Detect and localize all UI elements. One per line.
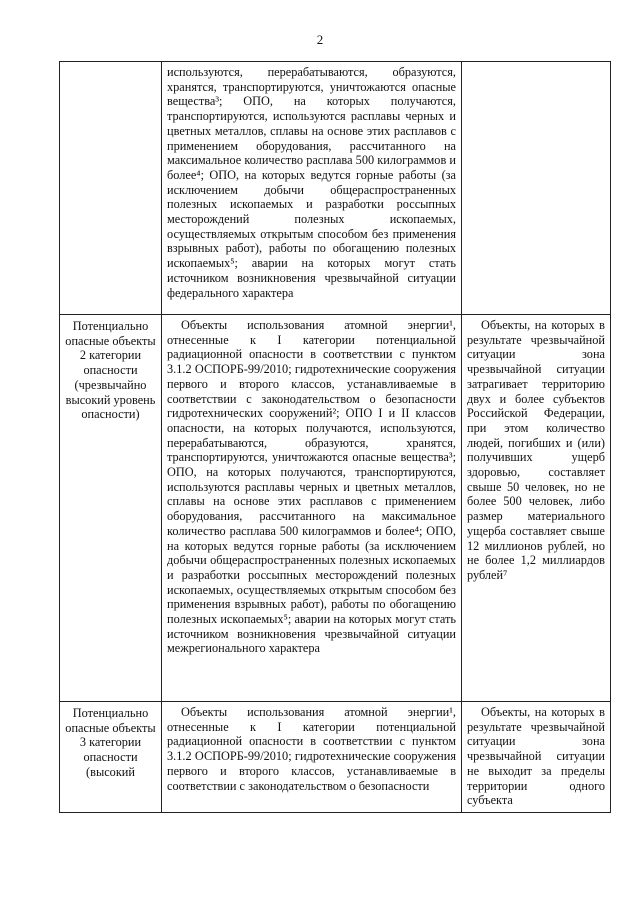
criteria-cell xyxy=(462,62,611,315)
category-cell xyxy=(60,62,162,315)
table-row xyxy=(60,315,611,702)
page-number: 2 xyxy=(316,32,324,47)
hazard-category-table xyxy=(59,61,611,813)
table-row xyxy=(60,702,611,813)
objects-cell: Объекты использования атомной энергии¹, отнесенные к I категории потенциальной радиационной опасности в соответствии с пунктом 3.1.2 ОСПОРБ-99/2010; гидротехнические сооружения первого и второго классов, устанавливаемые в соответствии с законодательством о безопасности xyxy=(162,702,462,813)
criteria-cell: Объекты, на которых в результате чрезвычайной ситуации зона чрезвычайной ситуации затрагивает территорию двух и более субъектов Российской Федерации, при этом количество людей, погибших и (или) получивших ущерб здоровью, составляет свыше 50 человек, но не более 500 человек, либо размер материального ущерба составляет свыше 12 миллионов рублей, но не более 1,2 миллиардов рублей⁷ xyxy=(462,315,611,702)
criteria-cell: Объекты, на которых в результате чрезвычайной ситуации зона чрезвычайной ситуации не выходит за пределы территории одного субъекта xyxy=(462,702,611,813)
table-row xyxy=(60,62,611,315)
category-cell: Потенциально опасные объекты 3 категории опасности (высокий xyxy=(60,702,162,813)
objects-cell: используются, перерабатываются, образуются, хранятся, транспортируются, уничтожаются опасные вещества³; ОПО, на которых получаются, транспортируются, используются расплавы черных и цветных металлов, сплавы на основе этих расплавов с применением оборудования, рассчитанного на максимальное количество расплава 500 килограммов и более⁴; ОПО, на которых ведутся горные работы (за исключением добычи общераспространенных полезных ископаемых и разработки россыпных месторождений полезных ископаемых, осуществляемых открытым способом без применения взрывных работ), работы по обогащению полезных ископаемых⁵; аварии на которых могут стать источником возникновения чрезвычайной ситуации федерального характера xyxy=(162,62,462,315)
objects-cell: Объекты использования атомной энергии¹, отнесенные к I категории потенциальной радиационной опасности в соответствии с пунктом 3.1.2 ОСПОРБ-99/2010; гидротехнические сооружения первого и второго классов, устанавливаемые в соответствии с законодательством о безопасности гидротехнических сооружений²; ОПО I и II классов опасности, на которых получаются, используются, перерабатываются, образуются, хранятся, транспортируются, уничтожаются опасные вещества³; ОПО, на которых получаются, транспортируются, используются расплавы черных и цветных металлов, сплавы на основе этих расплавов с применением оборудования, рассчитанного на максимальное количество расплава 500 килограммов и более⁴; ОПО, на которых ведутся горные работы (за исключением добычи общераспространенных полезных ископаемых и разработки россыпных месторождений полезных ископаемых, осуществляемых открытым способом без применения взрывных работ), работы по обогащению полезных ископаемых⁵; аварии на которых могут стать источником возникновения чрезвычайной ситуации межрегионального характера xyxy=(162,315,462,702)
category-cell: Потенциально опасные объекты 2 категории опасности (чрезвычайно высокий уровень опасности) xyxy=(60,315,162,702)
